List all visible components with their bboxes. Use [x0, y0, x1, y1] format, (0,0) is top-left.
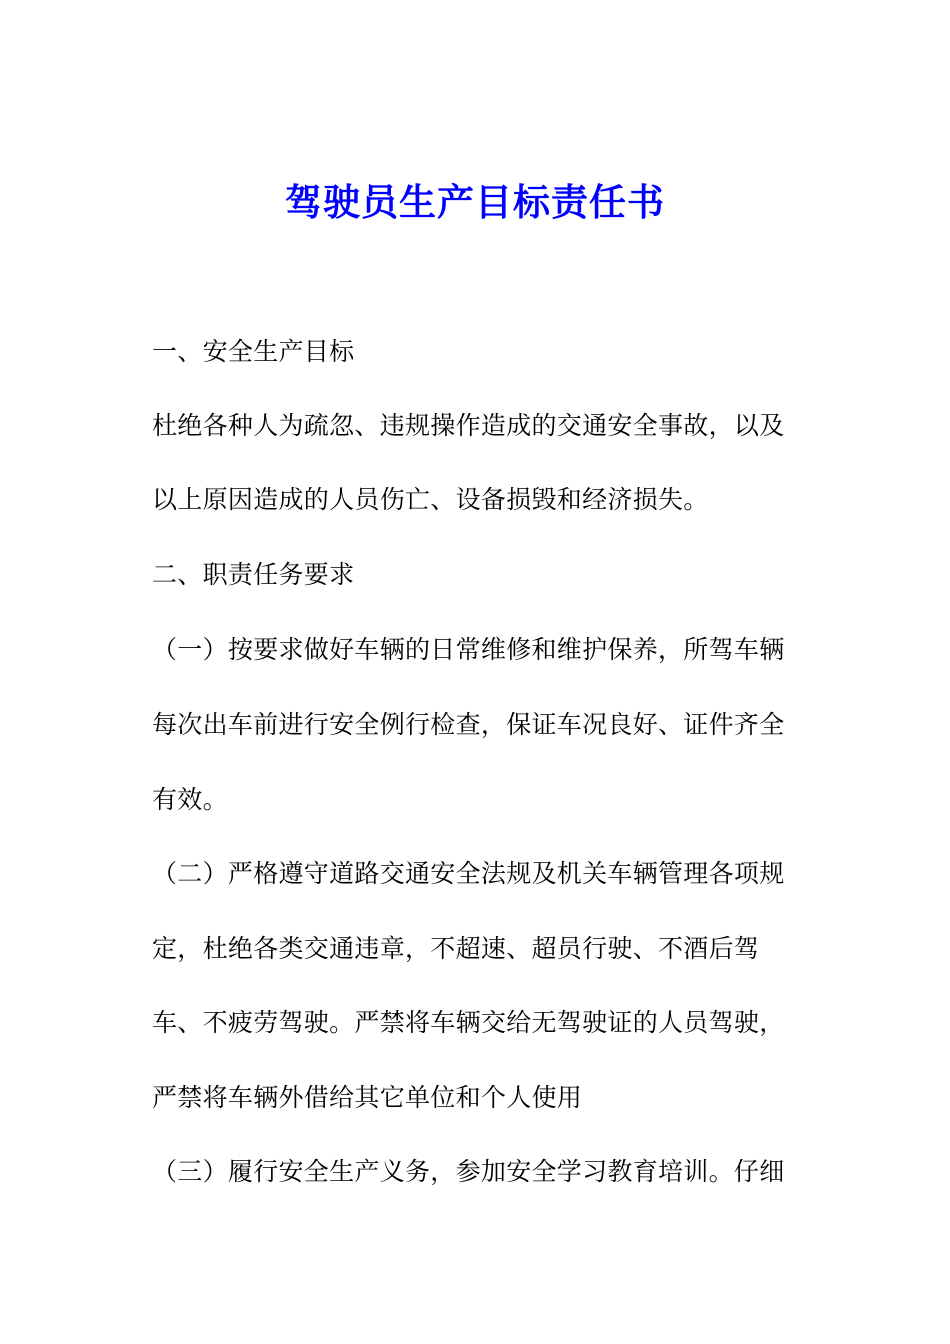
paragraph-line: （一）按要求做好车辆的日常维修和维护保养，所驾车辆	[152, 635, 785, 664]
paragraph-line: 以上原因造成的人员伤亡、设备损毁和经济损失。	[152, 485, 709, 514]
paragraph-line: 车、不疲劳驾驶。严禁将车辆交给无驾驶证的人员驾驶，	[152, 1008, 785, 1037]
paragraph-line: 杜绝各种人为疏忽、违规操作造成的交通安全事故，以及	[152, 411, 785, 440]
paragraph-line: 每次出车前进行安全例行检查，保证车况良好、证件齐全	[152, 710, 785, 739]
paragraph-line: 严禁将车辆外借给其它单位和个人使用	[152, 1083, 583, 1112]
paragraph-line: 定，杜绝各类交通违章，不超速、超员行驶、不酒后驾	[152, 934, 760, 963]
paragraph-line: 有效。	[152, 785, 228, 814]
document-title: 驾驶员生产目标责任书	[285, 180, 665, 224]
paragraph-line: （二）严格遵守道路交通安全法规及机关车辆管理各项规	[152, 859, 785, 888]
section-heading-duties: 二、职责任务要求	[152, 560, 355, 589]
section-heading-safety-goal: 一、安全生产目标	[152, 337, 355, 366]
paragraph-line: （三）履行安全生产义务，参加安全学习教育培训。仔细	[152, 1157, 785, 1186]
